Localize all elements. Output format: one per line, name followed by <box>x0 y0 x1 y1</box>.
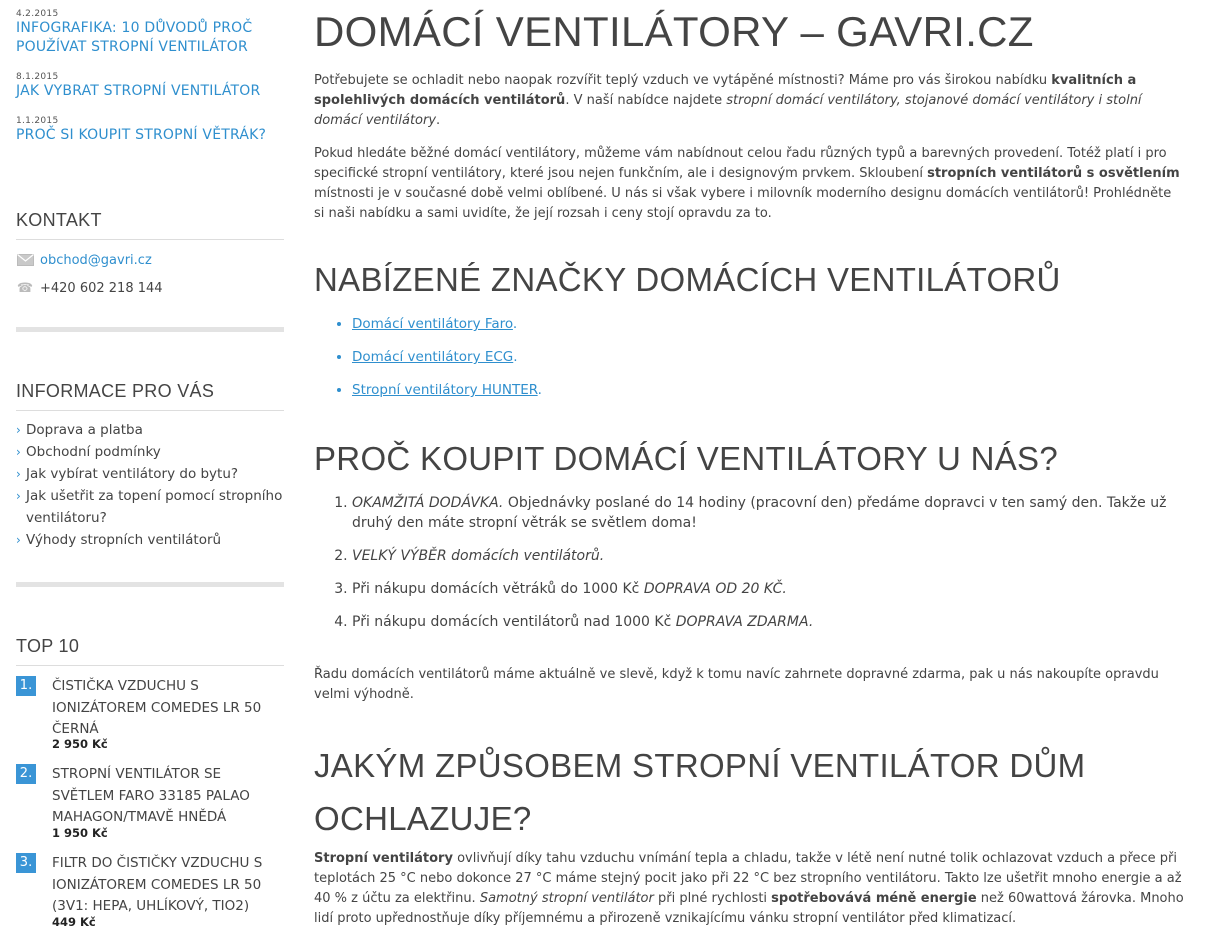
bold-text: Stropní ventilátory <box>314 851 453 866</box>
section-heading-how: JAKÝM ZPŮSOBEM STROPNÍ VENTILÁTOR DŮM OCHLAZUJE? <box>314 747 1086 837</box>
list-item <box>352 612 1184 632</box>
bold-text: stropních ventilátorů s osvětlením <box>927 166 1180 181</box>
page-title: DOMÁCÍ VENTILÁTORY – GAVRI.CZ <box>314 8 1034 55</box>
info-link-usetrit[interactable] <box>16 485 284 529</box>
list-item <box>352 308 1182 341</box>
chevron-right-icon: › <box>16 423 21 437</box>
news-title-link[interactable]: JAK VYBRAT STROPNÍ VENTILÁTOR <box>16 83 261 99</box>
info-link-jak-vybirat[interactable] <box>16 463 284 485</box>
how-paragraph <box>314 849 1184 929</box>
info-link-label: Obchodní podmínky <box>26 444 161 460</box>
brand-link-faro[interactable]: Domácí ventilátory Faro <box>352 316 513 332</box>
news-title-link[interactable]: INFOGRAFIKA: 10 DŮVODŮ PROČ POUŽÍVAT STROPNÍ VENTILÁTOR <box>16 20 253 55</box>
info-link-label: Výhody stropních ventilátorů <box>26 532 222 548</box>
info-link-label: Doprava a platba <box>26 422 143 438</box>
top10-widget <box>16 636 284 666</box>
info-link-label: Jak ušetřit za topení pomocí stropního ventilátoru? <box>26 488 283 526</box>
list-item <box>352 579 1184 599</box>
text: než 60wattová žárovka. Mnoho lidí proto upřednostňuje díky příjemnému a přirozeně vznikajícímu vánku stropní ventilátor před klimatizací. <box>314 891 1184 926</box>
brand-link-hunter[interactable]: Stropní ventilátory HUNTER <box>352 382 538 398</box>
text: Při nákupu domácích větráků do 1000 Kč <box>352 581 644 597</box>
sale-paragraph: Řadu domácích ventilátorů máme aktuálně ve slevě, když k tomu navíc zahrnete dopravné zdarma, pak u nás nakoupíte opravdu velmi výhodně. <box>314 667 1159 702</box>
list-item <box>352 493 1184 533</box>
widget-title-top10: TOP 10 <box>16 636 284 666</box>
italic-text: DOPRAVA ZDARMA. <box>675 614 814 630</box>
envelope-icon <box>16 254 34 266</box>
text: Při nákupu domácích ventilátorů nad 1000 Kč <box>352 614 676 630</box>
description-paragraph <box>314 144 1184 224</box>
info-widget <box>16 381 284 551</box>
product-name: FILTR DO ČISTIČKY VZDUCHU S IONIZÁTOREM COMEDES LR 50 (3V1: HEPA, UHLÍKOVÝ, TIO2) <box>52 855 263 914</box>
top10-item[interactable] <box>16 676 284 741</box>
italic-text: OKAMŽITÁ DODÁVKA. <box>352 495 504 511</box>
news-title-link[interactable]: PROČ SI KOUPIT STROPNÍ VĚTRÁK? <box>16 127 267 143</box>
news-date: 8.1.2015 <box>16 72 59 82</box>
text: místnosti je v současné době velmi oblíbené. U nás si však vybere i milovník moderního designu domácích ventilátorů! Prohlédněte si naši nabídku a sami uvidíte, že její rozsah i ceny stojí opravdu za to. <box>314 186 1172 221</box>
chevron-right-icon: › <box>16 467 21 481</box>
brand-link-ecg[interactable]: Domácí ventilátory ECG <box>352 349 514 365</box>
news-item <box>16 72 284 101</box>
bold-text: spotřebovává méně energie <box>771 891 977 906</box>
italic-text: DOPRAVA OD 20 KČ. <box>643 581 787 597</box>
info-link-vyhody[interactable] <box>16 529 284 551</box>
rank-badge: 3. <box>16 853 36 873</box>
section-divider <box>16 582 284 587</box>
product-price: 449 Kč <box>52 915 96 929</box>
contact-phone-row <box>16 274 284 302</box>
text: Objednávky poslané do 14 hodiny (pracovní den) předáme dopravci v ten samý den. Takže už druhý den máte stropní větrák se světlem doma! <box>352 495 1167 531</box>
news-date: 4.2.2015 <box>16 9 59 19</box>
contact-email-row <box>16 246 284 274</box>
contact-phone: +420 602 218 144 <box>40 280 163 296</box>
text: Pokud hledáte běžné domácí ventilátory, můžeme vám nabídnout celou řadu různých typů a barevných provedení. Totéž platí i pro specifické stropní ventilátory, které jsou nejen funkčním, ale i designovým prvkem. Skloubení <box>314 146 1167 181</box>
bold-text: kvalitních a spolehlivých domácích ventilátorů <box>314 73 1137 108</box>
reasons-list <box>314 493 1184 645</box>
intro-paragraph <box>314 71 1184 131</box>
italic-text: Samotný stropní ventilátor <box>479 891 654 906</box>
text: Potřebujete se ochladit nebo naopak rozvířit teplý vzduch ve vytápěné místnosti? Máme pro vás širokou nabídku <box>314 73 1052 88</box>
product-price: 1 950 Kč <box>52 826 108 840</box>
top10-item[interactable] <box>16 853 284 918</box>
product-name: STROPNÍ VENTILÁTOR SE SVĚTLEM FARO 33185 PALAO MAHAGON/TMAVĚ HNĚDÁ <box>52 766 250 825</box>
italic-text: VELKÝ VÝBĚR domácích ventilátorů. <box>352 548 605 564</box>
top10-item[interactable] <box>16 764 284 829</box>
widget-title-info: INFORMACE PRO VÁS <box>16 381 284 411</box>
news-item <box>16 116 284 145</box>
news-item <box>16 9 284 57</box>
list-item <box>352 374 1182 407</box>
contact-email-link[interactable]: obchod@gavri.cz <box>40 252 152 268</box>
rank-badge: 2. <box>16 764 36 784</box>
text: ovlivňují díky tahu vzduchu vnímání tepla a chladu, takže v létě není nutné tolik ochlazovat vzduch a přece při teplotách 25 °C nebo dokonce 27 °C máme stejný pocit jako při 22 °C bez stropního ventilátoru. Takto lze ušetřit mnoho energie a až 40 % z účtu za elektřinu. <box>314 851 1182 906</box>
info-link-label: Jak vybírat ventilátory do bytu? <box>26 466 239 482</box>
chevron-right-icon: › <box>16 489 21 503</box>
punctuation: . <box>537 382 542 398</box>
punctuation: . <box>512 316 518 332</box>
chevron-right-icon: › <box>16 533 21 547</box>
text: . <box>436 113 441 128</box>
text: . V naší nabídce najdete <box>565 93 727 108</box>
list-item <box>352 341 1182 374</box>
info-link-podminky[interactable] <box>16 441 284 463</box>
text: při plné rychlosti <box>653 891 772 906</box>
italic-text: stropní domácí ventilátory, stojanové domácí ventilátory i stolní domácí ventilátory <box>314 93 1142 128</box>
brand-list <box>314 308 1182 407</box>
news-date: 1.1.2015 <box>16 116 59 126</box>
section-heading-why: PROČ KOUPIT DOMÁCÍ VENTILÁTORY U NÁS? <box>314 440 1058 477</box>
info-link-doprava[interactable] <box>16 419 284 441</box>
list-item <box>352 546 1184 566</box>
section-divider <box>16 327 284 332</box>
product-name: ČISTIČKA VZDUCHU S IONIZÁTOREM COMEDES LR 50 ČERNÁ <box>52 678 262 737</box>
punctuation: . <box>513 349 518 365</box>
phone-icon: ☎ <box>16 280 34 296</box>
widget-title-contact: KONTAKT <box>16 210 284 240</box>
section-heading-brands: NABÍZENÉ ZNAČKY DOMÁCÍCH VENTILÁTORŮ <box>314 261 1061 298</box>
product-price: 2 950 Kč <box>52 737 108 751</box>
rank-badge: 1. <box>16 676 36 696</box>
contact-widget <box>16 210 284 302</box>
chevron-right-icon: › <box>16 445 21 459</box>
